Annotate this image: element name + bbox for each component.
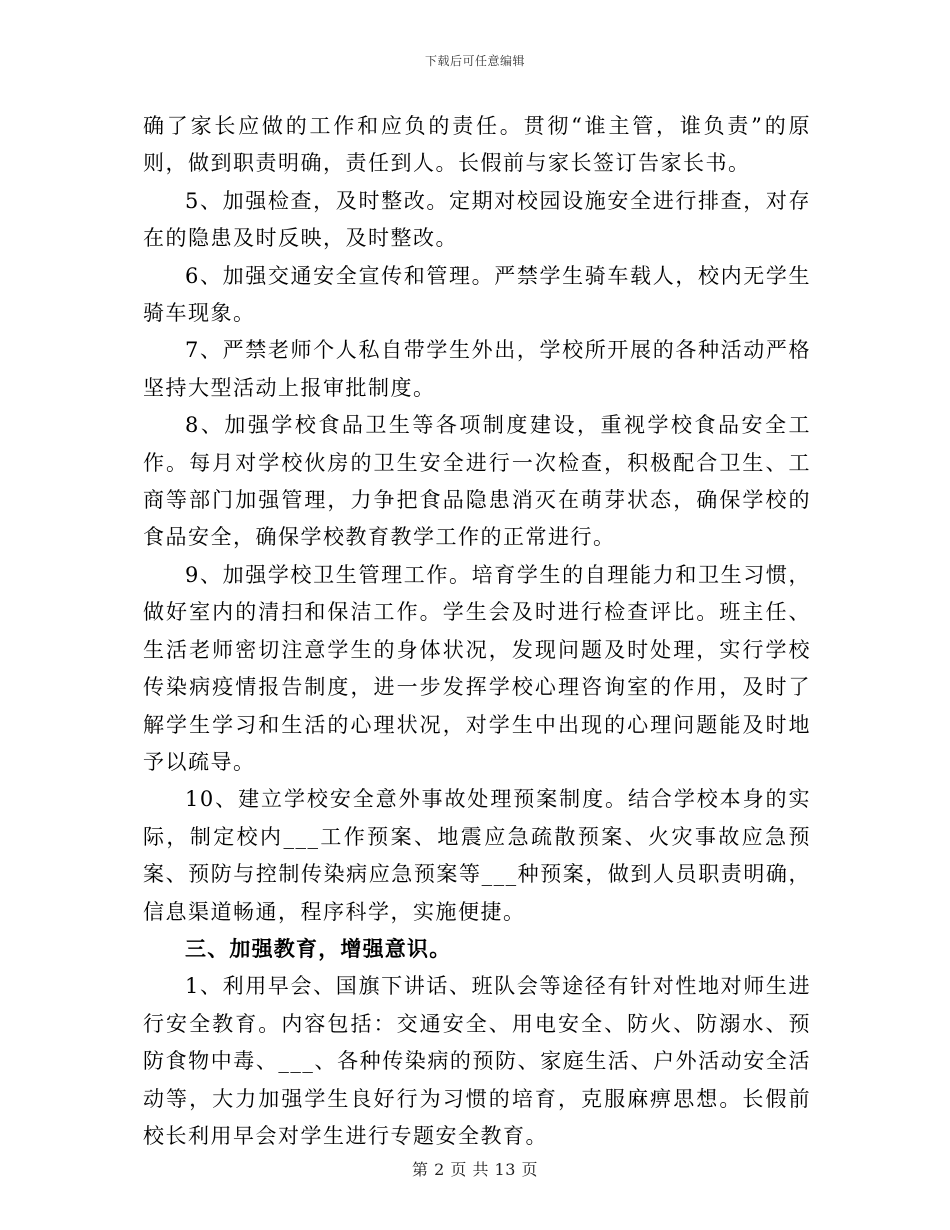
paragraph-item-5: 5、加强检查，及时整改。定期对校园设施安全进行排查，对存在的隐患及时反映，及时整改。 bbox=[143, 188, 811, 251]
document-body bbox=[143, 108, 811, 1155]
section-heading-3: 三、加强教育，增强意识。 bbox=[185, 936, 452, 961]
paragraph-item-7: 7、严禁老师个人私自带学生外出，学校所开展的各种活动严格坚持大型活动上报审批制度。 bbox=[143, 338, 811, 400]
paragraph-continuation: 确了家长应做的工作和应负的责任。贯彻“谁主管，谁负责”的原则，做到职责明确，责任到人。长假前与家长签订告家长书。 bbox=[143, 114, 811, 176]
paragraph-item-8: 8、加强学校食品卫生等各项制度建设，重视学校食品安全工作。每月对学校伙房的卫生安全进行一次检查，积极配合卫生、工商等部门加强管理，力争把食品隐患消灭在萌芽状态，确保学校的食品安全，确保学校教育教学工作的正常进行。 bbox=[143, 413, 811, 550]
paragraph-section3-item-1: 1、利用早会、国旗下讲话、班队会等途径有针对性地对师生进行安全教育。内容包括：交通安全、用电安全、防火、防溺水、预防食物中毒、___、各种传染病的预防、家庭生活、户外活动安全活动等，大力加强学生良好行为习惯的培育，克服麻痹思想。长假前校长利用早会对学生进行专题安全教育。 bbox=[143, 974, 811, 1148]
paragraph-item-6: 6、加强交通安全宣传和管理。严禁学生骑车载人，校内无学生骑车现象。 bbox=[143, 263, 811, 326]
paragraph-item-9: 9、加强学校卫生管理工作。培育学生的自理能力和卫生习惯，做好室内的清扫和保洁工作。学生会及时进行检查评比。班主任、生活老师密切注意学生的身体状况，发现问题及时处理，实行学校传染病疫情报告制度，进一步发挥学校心理咨询室的作用，及时了解学生学习和生活的心理状况，对学生中出现的心理问题能及时地予以疏导。 bbox=[143, 562, 811, 774]
paragraph-item-10: 10、建立学校安全意外事故处理预案制度。结合学校本身的实际，制定校内___工作预案、地震应急疏散预案、火灾事故应急预案、预防与控制传染病应急预案等___种预案，做到人员职责明确，信息渠道畅通，程序科学，实施便捷。 bbox=[143, 787, 811, 924]
page-footer: 第 2 页 共 13 页 bbox=[412, 1160, 538, 1179]
page-header: 下载后可任意编辑 bbox=[424, 54, 525, 68]
